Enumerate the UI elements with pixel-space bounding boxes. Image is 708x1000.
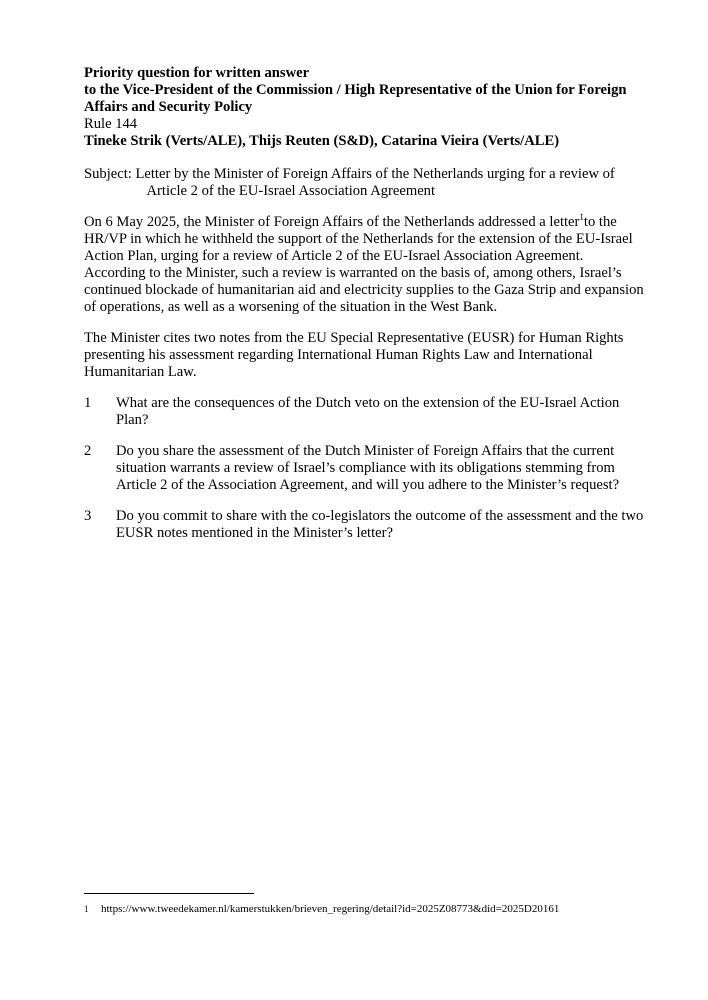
- subject-line2: Article 2 of the EU-Israel Association Agreement: [146, 183, 436, 199]
- question-text: Do you commit to share with the co-legislators the outcome of the assessment and the two EUSR notes mentioned in the Minister’s letter?: [116, 508, 644, 541]
- rule-reference: Rule 144: [84, 116, 138, 132]
- body-paragraph-1-part1: On 6 May 2025, the Minister of Foreign Affairs of the Netherlands addressed a letter: [84, 214, 580, 230]
- footnote-separator: [84, 893, 254, 894]
- addressee-heading-line1: to the Vice-President of the Commission / High Representative of the Union for Foreign: [84, 82, 627, 98]
- question-item: [84, 508, 644, 542]
- footnote-number: 1: [84, 904, 89, 914]
- question-item: [84, 443, 644, 494]
- question-number: 1: [84, 395, 92, 411]
- body-paragraph-1-part2: to the HR/VP in which he withheld the support of the Netherlands for the extension of the EU-Israel Action Plan, urging for a review of Article 2 of the EU-Israel Association Agreement. According to the Minister, such a review is warranted on the basis of, among others, Israel’s continued blockade of humanitarian aid and electricity supplies to the Gaza Strip and expansion of operations, as well as a worsening of the situation in the West Bank.: [84, 214, 644, 315]
- body-paragraph-2: The Minister cites two notes from the EU Special Representative (EUSR) for Human Rights presenting his assessment regarding International Human Rights Law and International Humanitarian Law.: [84, 330, 624, 380]
- subject-text: [135, 166, 644, 200]
- footnote-link[interactable]: https://www.tweedekamer.nl/kamerstukken/brieven_regering/detail?id=2025Z08773&did=2025D20161: [101, 903, 560, 915]
- footnote: [84, 903, 644, 916]
- subject-block: [84, 166, 644, 200]
- subject-label: Subject:: [84, 166, 136, 182]
- footnote-reference[interactable]: 1: [579, 212, 584, 223]
- subject-line1: Letter by the Minister of Foreign Affairs of the Netherlands urging for a review of: [135, 166, 615, 182]
- document-page: [84, 65, 644, 542]
- document-type-heading: Priority question for written answer: [84, 65, 310, 81]
- body-paragraph-1: [84, 214, 644, 316]
- question-text: What are the consequences of the Dutch veto on the extension of the EU-Israel Action Plan?: [116, 395, 620, 428]
- question-text: Do you share the assessment of the Dutch Minister of Foreign Affairs that the current situation warrants a review of Israel’s compliance with its obligations stemming from Article 2 of the Association Agreement, and will you adhere to the Minister’s request?: [116, 443, 620, 493]
- question-number: 3: [84, 508, 92, 524]
- question-item: [84, 395, 644, 429]
- addressee-heading-line2: Affairs and Security Policy: [84, 99, 253, 115]
- authors-line: Tineke Strik (Verts/ALE), Thijs Reuten (S&D), Catarina Vieira (Verts/ALE): [84, 133, 560, 149]
- question-number: 2: [84, 443, 92, 459]
